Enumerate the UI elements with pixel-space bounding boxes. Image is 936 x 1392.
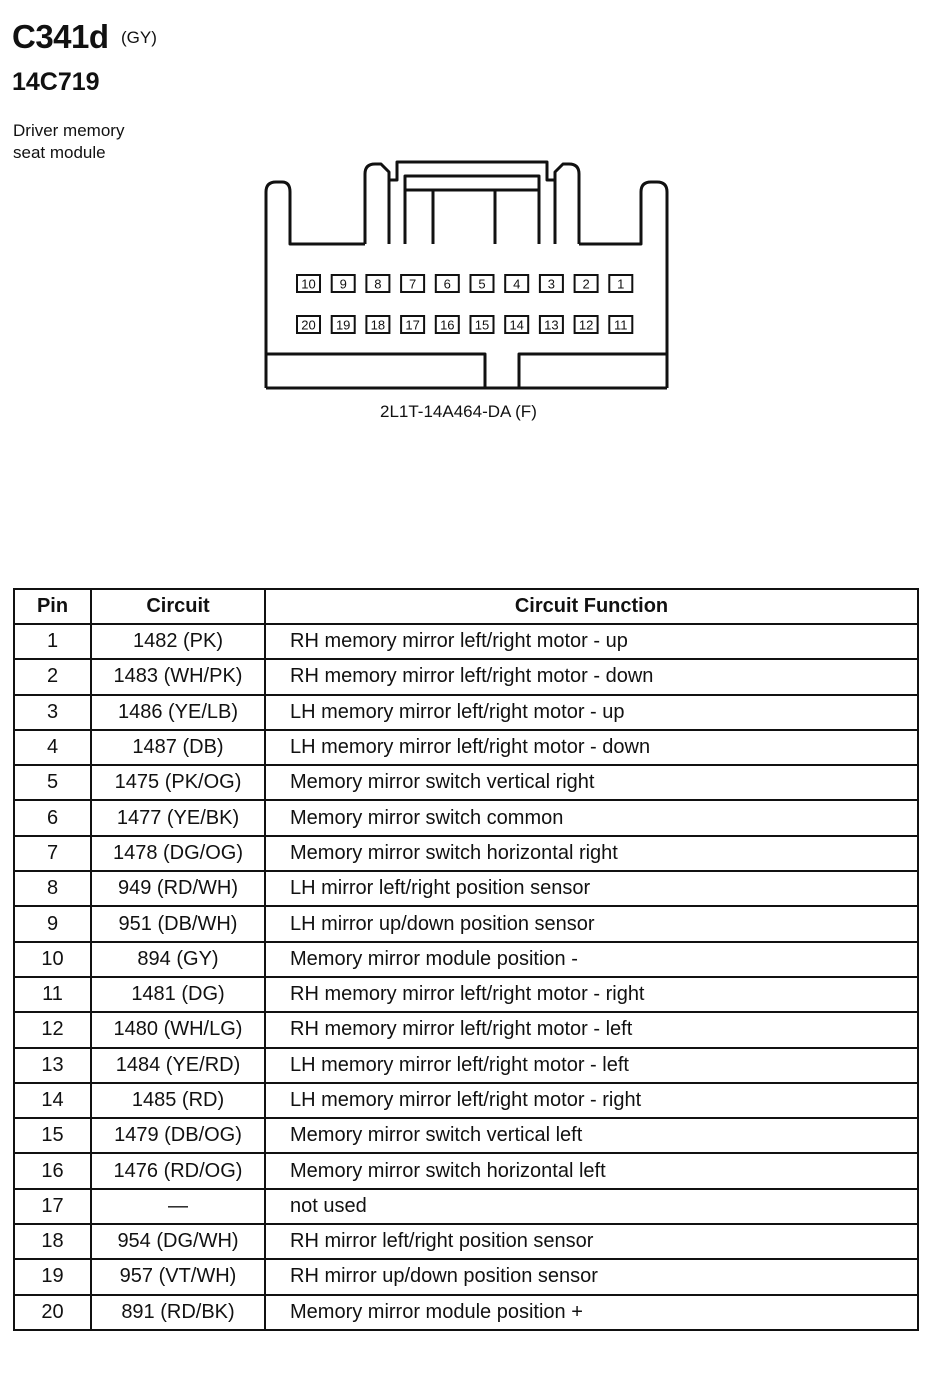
circuit-cell: 1479 (DB/OG) [91,1118,265,1153]
table-row [14,1118,918,1153]
circuit-cell: 949 (RD/WH) [91,871,265,906]
pin-number-label: 17 [405,317,420,333]
pin-number-label: 11 [614,317,628,333]
connector-face-drawing [255,158,675,394]
function-cell: Memory mirror switch vertical left [265,1118,918,1153]
circuit-cell: 1476 (RD/OG) [91,1153,265,1188]
function-cell: Memory mirror switch horizontal left [265,1153,918,1188]
pin-cell: 10 [14,942,91,977]
function-cell: Memory mirror module position + [265,1295,918,1330]
table-row [14,906,918,941]
pin-number-label: 3 [547,276,556,292]
function-cell: LH mirror up/down position sensor [265,906,918,941]
pin-number-label: 18 [370,317,386,333]
function-cell: LH memory mirror left/right motor - left [265,1048,918,1083]
circuit-cell: — [91,1189,265,1224]
pin-number-label: 4 [513,276,521,292]
pin-number-label: 19 [335,317,351,333]
circuit-cell: 1480 (WH/LG) [91,1012,265,1047]
circuit-cell: 1481 (DG) [91,977,265,1012]
connector-color: (GY) [121,28,157,47]
circuit-cell: 957 (VT/WH) [91,1259,265,1294]
pin-number-label: 1 [617,276,625,292]
table-row [14,765,918,800]
pin-cell: 6 [14,800,91,835]
table-header-row [14,589,918,624]
header-circuit-function: Circuit Function [265,589,918,624]
pin-number-label: 8 [374,276,382,292]
pin-cell: 7 [14,836,91,871]
table-row [14,1012,918,1047]
function-cell: Memory mirror switch horizontal right [265,836,918,871]
circuit-cell: 891 (RD/BK) [91,1295,265,1330]
pin-cell: 5 [14,765,91,800]
function-cell: RH memory mirror left/right motor - up [265,624,918,659]
pin-number-label: 20 [301,317,316,333]
table-row [14,1083,918,1118]
circuit-cell: 1478 (DG/OG) [91,836,265,871]
pin-cell: 9 [14,906,91,941]
pin-cell: 11 [14,977,91,1012]
pin-row-top [297,275,632,292]
pin-number-label: 7 [408,276,417,292]
table-row [14,1189,918,1224]
pin-cell: 16 [14,1153,91,1188]
pin-cell: 2 [14,659,91,694]
pinout-table [13,588,919,1331]
circuit-cell: 1475 (PK/OG) [91,765,265,800]
connector-id: C341d [12,18,109,55]
table-row [14,1048,918,1083]
pin-cell: 20 [14,1295,91,1330]
function-cell: LH memory mirror left/right motor - down [265,730,918,765]
table-row [14,1259,918,1294]
table-row [14,624,918,659]
component-description [13,120,213,164]
circuit-cell: 1483 (WH/PK) [91,659,265,694]
center-latch [365,164,389,244]
pin-cell: 14 [14,1083,91,1118]
pin-cell: 13 [14,1048,91,1083]
function-cell: Memory mirror switch vertical right [265,765,918,800]
pin-number-label: 6 [443,276,451,292]
header-pin: Pin [14,589,91,624]
function-cell: RH memory mirror left/right motor - left [265,1012,918,1047]
function-cell: LH memory mirror left/right motor - right [265,1083,918,1118]
function-cell: RH mirror up/down position sensor [265,1259,918,1294]
table-row [14,836,918,871]
pin-cell: 1 [14,624,91,659]
pin-cell: 19 [14,1259,91,1294]
pin-cell: 3 [14,695,91,730]
table-row [14,1295,918,1330]
pin-number-label: 13 [544,317,559,333]
table-row [14,800,918,835]
pin-cell: 4 [14,730,91,765]
function-cell: not used [265,1189,918,1224]
pin-number-label: 12 [578,317,594,333]
connector-part-number: 2L1T-14A464-DA (F) [380,402,537,421]
circuit-cell: 1484 (YE/RD) [91,1048,265,1083]
table-row [14,942,918,977]
circuit-cell: 954 (DG/WH) [91,1224,265,1259]
circuit-cell: 1477 (YE/BK) [91,800,265,835]
table-row [14,1153,918,1188]
function-cell: LH memory mirror left/right motor - up [265,695,918,730]
pin-number-label: 5 [478,276,486,292]
pin-cell: 15 [14,1118,91,1153]
pin-row-bottom [297,316,632,333]
pin-number-label: 10 [301,276,316,292]
table-row [14,659,918,694]
pin-cell: 12 [14,1012,91,1047]
function-cell: Memory mirror module position - [265,942,918,977]
circuit-cell: 1482 (PK) [91,624,265,659]
header-circuit: Circuit [91,589,265,624]
table-row [14,871,918,906]
function-cell: RH memory mirror left/right motor - right [265,977,918,1012]
circuit-cell: 894 (GY) [91,942,265,977]
description-line-1: Driver memory [13,121,125,140]
pin-cell: 17 [14,1189,91,1224]
component-part-number: 14C719 [12,68,100,96]
pin-cell: 18 [14,1224,91,1259]
circuit-cell: 951 (DB/WH) [91,906,265,941]
table-row [14,730,918,765]
pin-number-label: 16 [440,317,455,333]
function-cell: Memory mirror switch common [265,800,918,835]
function-cell: RH memory mirror left/right motor - down [265,659,918,694]
circuit-cell: 1486 (YE/LB) [91,695,265,730]
table-row [14,977,918,1012]
table-row [14,1224,918,1259]
function-cell: LH mirror left/right position sensor [265,871,918,906]
pin-number-label: 15 [474,317,490,333]
pin-cell: 8 [14,871,91,906]
function-cell: RH mirror left/right position sensor [265,1224,918,1259]
circuit-cell: 1487 (DB) [91,730,265,765]
pin-number-label: 14 [509,317,524,333]
description-line-2: seat module [13,143,106,162]
pin-number-label: 2 [582,276,590,292]
table-row [14,695,918,730]
pin-number-label: 9 [339,276,347,292]
circuit-cell: 1485 (RD) [91,1083,265,1118]
